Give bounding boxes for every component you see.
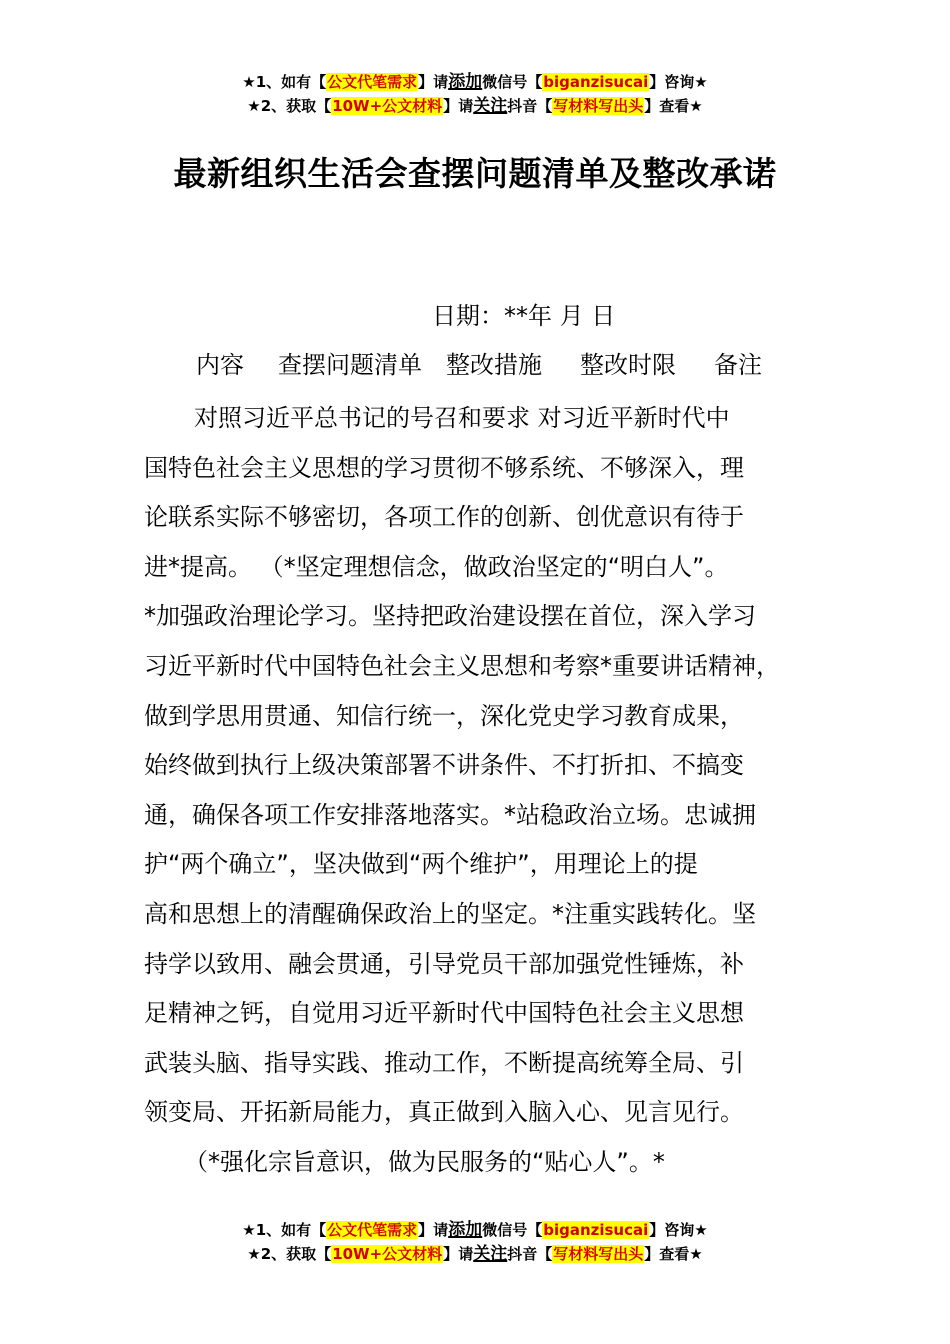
body-line: 高和思想上的清醒确保政治上的坚定。*注重实践转化。坚 (144, 899, 756, 928)
banner-douyin-id: 写材料写出头 (553, 1245, 644, 1263)
header-remarks: 备注 (714, 351, 762, 379)
header-content: 内容 (196, 351, 244, 379)
body-line: 持学以致用、融会贯通，引导党员干部加强党性锤炼，补 (144, 949, 744, 978)
header-measures: 整改措施 (446, 351, 542, 379)
banner-text: ★2、获取【 (247, 97, 332, 115)
banner-wechat-id: biganzisucai (543, 1221, 649, 1239)
banner-highlight: 公文代笔需求 (327, 1221, 418, 1239)
body-line: 始终做到执行上级决策部署不讲条件、不打折扣、不搞变 (144, 751, 744, 780)
body-line: 通，确保各项工作安排落地落实。*站稳政治立场。忠诚拥 (144, 800, 756, 829)
banner-douyin-id: 写材料写出头 (553, 97, 644, 115)
body-line: 做到学思用贯通、知信行统一，深化党史学习教育成果， (144, 701, 744, 730)
banner-line-2 (0, 94, 950, 118)
top-banner (0, 70, 950, 118)
banner-text: ★2、获取【 (247, 1245, 332, 1263)
page-title: 最新组织生活会查摆问题清单及整改承诺 (173, 154, 777, 193)
banner-text: ★1、如有【 (242, 73, 327, 91)
body-line: 护“两个确立”，坚决做到“两个维护”，用理论上的提 (144, 850, 698, 879)
banner-text: 】请 (443, 97, 474, 115)
body-line: 论联系实际不够密切，各项工作的创新、创优意识有待于 (144, 503, 744, 532)
banner-text: 】请 (418, 1221, 449, 1239)
banner-wechat-id: biganzisucai (543, 73, 649, 91)
banner-text: ★1、如有【 (242, 1221, 327, 1239)
banner-underline: 添加 (448, 1220, 483, 1240)
date-line: 日期：**年 月 日 (432, 302, 616, 330)
header-issues: 查摆问题清单 (278, 351, 422, 379)
body-line: 武装头脑、指导实践、推动工作，不断提高统筹全局、引 (144, 1048, 744, 1077)
body-line: 对照习近平总书记的号召和要求 对习近平新时代中 (194, 404, 730, 432)
body-line: *加强政治理论学习。坚持把政治建设摆在首位，深入学习 (144, 602, 756, 631)
body-line: 领变局、开拓新局能力，真正做到入脑入心、见言见行。 (144, 1098, 744, 1127)
body-text (144, 394, 814, 1188)
banner-text: 抖音【 (507, 97, 553, 115)
body-line: 国特色社会主义思想的学习贯彻不够系统、不够深入，理 (144, 453, 744, 482)
body-line: 进*提高。 （*坚定理想信念，做政治坚定的“明白人”。 (144, 552, 729, 581)
body-line: 习近平新时代中国特色社会主义思想和考察*重要讲话精神， (144, 651, 780, 680)
banner-highlight: 10W+公文材料 (332, 97, 443, 115)
body-line: （*强化宗旨意识，做为民服务的“贴心人”。* (184, 1147, 665, 1176)
banner-text: 】查看★ (644, 1245, 703, 1263)
bottom-banner (0, 1218, 950, 1266)
banner-text: 】咨询★ (649, 1221, 708, 1239)
banner-text: 】请 (443, 1245, 474, 1263)
banner-line-1 (0, 1218, 950, 1242)
banner-line-2 (0, 1242, 950, 1266)
banner-text: 微信号【 (482, 1221, 543, 1239)
banner-text: 微信号【 (482, 73, 543, 91)
banner-text: 】查看★ (644, 97, 703, 115)
banner-text: 】咨询★ (649, 73, 708, 91)
banner-text: 】请 (418, 73, 449, 91)
banner-underline: 添加 (448, 72, 483, 92)
banner-highlight: 10W+公文材料 (332, 1245, 443, 1263)
banner-underline: 关注 (473, 1244, 508, 1264)
body-line: 足精神之钙，自觉用习近平新时代中国特色社会主义思想 (144, 999, 744, 1028)
banner-line-1 (0, 70, 950, 94)
banner-underline: 关注 (473, 96, 508, 116)
banner-text: 抖音【 (507, 1245, 553, 1263)
header-deadline: 整改时限 (580, 351, 676, 379)
banner-highlight: 公文代笔需求 (327, 73, 418, 91)
